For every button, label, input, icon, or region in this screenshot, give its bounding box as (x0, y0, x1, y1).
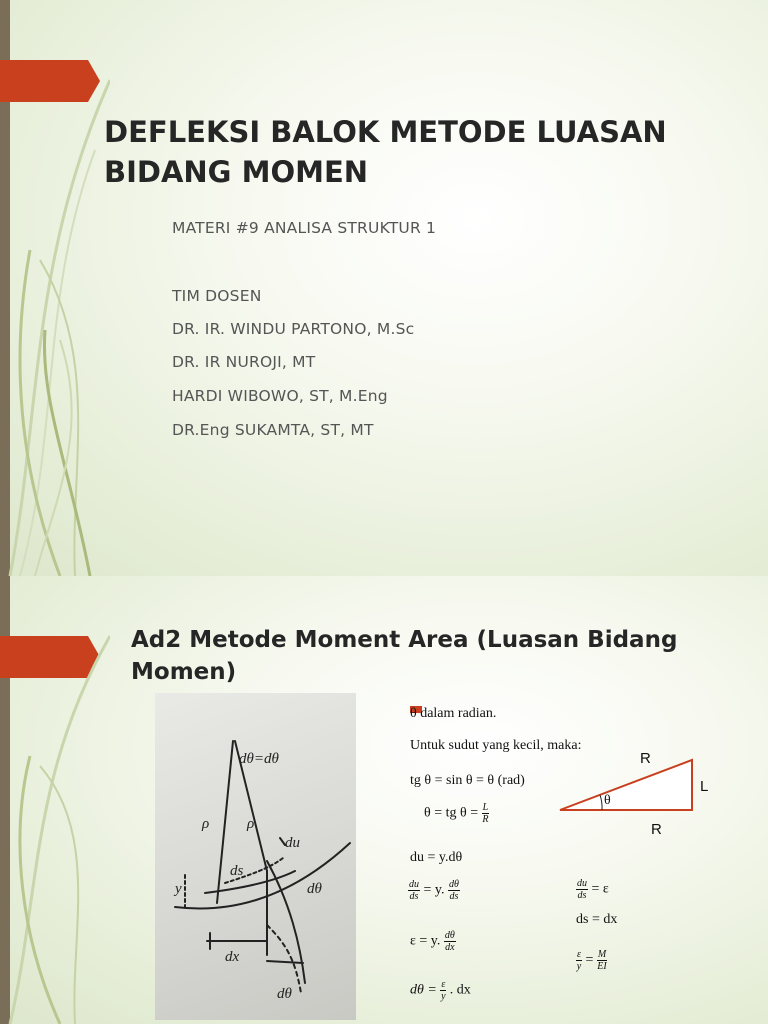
note-small-angle: Untuk sudut yang kecil, maka: (410, 738, 582, 753)
team-member: HARDI WIBOWO, ST, M.Eng (172, 387, 388, 405)
note-radian: θ dalam radian. (410, 706, 497, 721)
sketch-rho-right: ρ (247, 816, 255, 832)
sketch-ds: ds (230, 863, 244, 879)
triangle-label-top: R (640, 750, 651, 767)
sketch-top-label: dθ=dθ (239, 751, 279, 767)
eq-epsilon: ε = y. $\frac{d\theta}{dx}$ (410, 930, 455, 953)
eq-dtheta: dθ = $\frac{\varepsilon}{y}$ . dx (410, 979, 471, 1002)
triangle-label-bottom: R (651, 821, 662, 838)
fraction-dtheta-ds: $\frac{d\theta}{ds}$ (449, 879, 459, 902)
eq-theta: θ = tg θ = $\frac{L}{R}$ (424, 802, 489, 825)
slide-title: Ad2 Metode Moment Area (Luasan Bidang Momen) (131, 627, 678, 685)
sketch-du: du (285, 835, 300, 851)
slide-title: DEFLEKSI BALOK METODE LUASAN BIDANG MOMEN (104, 115, 667, 189)
content-slide (0, 576, 768, 1024)
team-member: DR. IR NUROJI, MT (172, 353, 316, 371)
team-heading: TIM DOSEN (172, 287, 262, 305)
sketch-y: y (175, 881, 182, 897)
eq-du-ds: $\frac{du}{ds}$ = y. $\frac{d\theta}{ds}$ (409, 879, 459, 902)
fraction-M-EI: $\frac{M}{EI}$ (597, 949, 607, 972)
course-subtitle: MATERI #9 ANALISA STRUKTUR 1 (172, 219, 437, 237)
triangle-label-side: L (700, 778, 709, 795)
fraction-L-R: $\frac{L}{R}$ (482, 802, 489, 825)
team-member: DR. IR. WINDU PARTONO, M.Sc (172, 320, 415, 338)
fraction-dtheta-dx: $\frac{d\theta}{dx}$ (444, 930, 455, 953)
grass-decoration (0, 0, 110, 576)
triangle-angle-label: θ (604, 793, 611, 808)
sketch-rho-left: ρ (202, 816, 210, 832)
sketch-dx: dx (225, 949, 240, 965)
grass-decoration (0, 576, 110, 1024)
note-tg: tg θ = sin θ = θ (rad) (410, 773, 525, 788)
eq-du: du = y.dθ (410, 850, 463, 865)
sketch-drawing (155, 693, 356, 1020)
team-member: DR.Eng SUKAMTA, ST, MT (172, 421, 374, 439)
fraction-du-ds: $\frac{du}{ds}$ (409, 879, 419, 902)
eq-du-ds-eps: $\frac{du}{ds}$ = ε (577, 878, 609, 901)
fraction-eps-y: $\frac{\varepsilon}{y}$ (441, 979, 446, 1002)
hand-sketch-photo (155, 693, 356, 1020)
eq-eps-M-EI: $\frac{\varepsilon}{y}$ = $\frac{M}{EI}$ (576, 949, 607, 972)
sketch-dtheta-bottom: dθ (277, 986, 292, 1002)
triangle-diagram (555, 752, 715, 822)
sketch-dtheta: dθ (307, 881, 322, 897)
eq-ds-dx: ds = dx (576, 912, 618, 927)
